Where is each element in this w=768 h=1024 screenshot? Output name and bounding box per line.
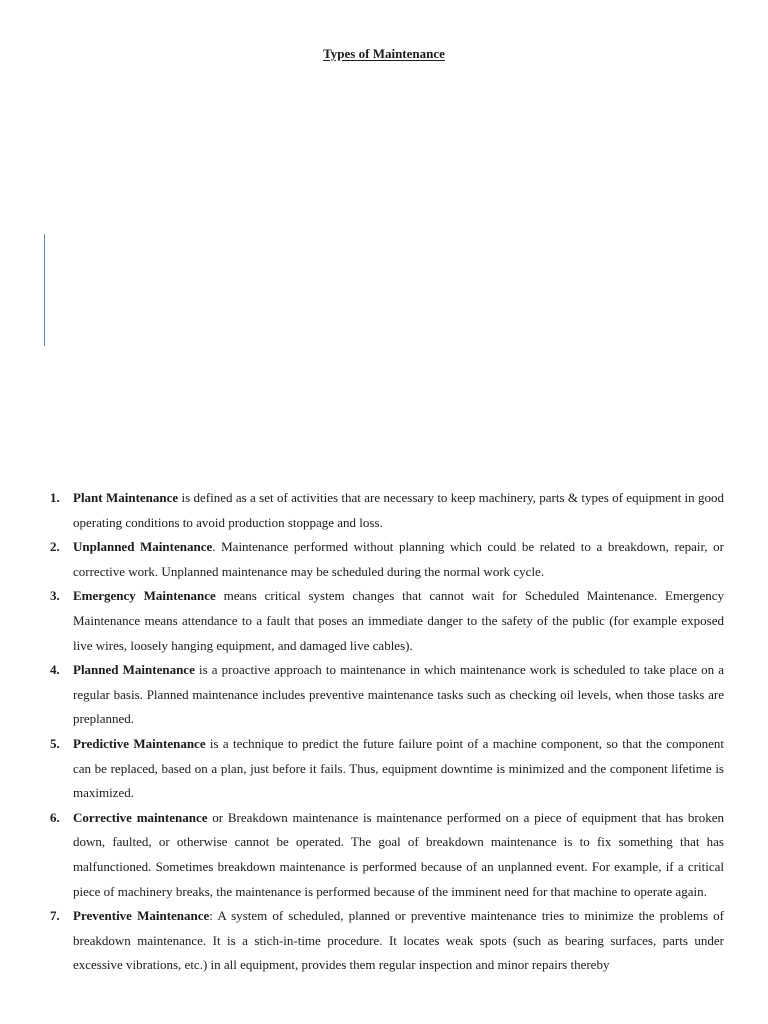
- list-item: [48, 584, 724, 658]
- list-item: [48, 732, 724, 806]
- list-item: [48, 806, 724, 904]
- item-number: 6.: [50, 809, 60, 825]
- item-term: Unplanned Maintenance: [73, 539, 213, 555]
- document-title: Types of Maintenance: [323, 46, 445, 61]
- maintenance-types-list: [48, 486, 724, 978]
- item-term: Plant Maintenance: [73, 490, 179, 505]
- item-term: Emergency Maintenance: [73, 588, 216, 604]
- list-item: [48, 486, 724, 535]
- item-text: is a technique to predict the future failure point of a machine component, so that the component can be replaced, based on a plan, just before it fails. Thus, equipment downtime is minimized and the component lifetime is maximized.: [73, 735, 724, 801]
- item-term: Preventive Maintenance: [73, 908, 210, 924]
- item-text: : A system of scheduled, planned or preventive maintenance tries to minimize the problems of breakdown maintenance. It is a stich-in-time procedure. It locates weak spots (such as bearing surfaces, parts under excessive vibrations, etc.) in all equipment, provides them regular inspection and minor repairs thereby: [73, 908, 724, 973]
- list-item: [48, 535, 724, 584]
- item-text: means critical system changes that cannot wait for Scheduled Maintenance. Emergency Maintenance means attendance to a fault that poses an immediate danger to the safety of the public (for example exposed live wires, loosely hanging equipment, and damaged live cables).: [73, 588, 724, 653]
- item-text: is defined as a set of activities that are necessary to keep machinery, parts & types of equipment in good operating conditions to avoid production stoppage and loss.: [73, 490, 724, 530]
- item-text: . Maintenance performed without planning which could be related to a breakdown, repair, or corrective work. Unplanned maintenance may be scheduled during the normal work cycle.: [73, 539, 724, 579]
- margin-rule: [44, 234, 45, 346]
- item-number: 3.: [50, 588, 60, 604]
- item-text: is a proactive approach to maintenance in which maintenance work is scheduled to take place on a regular basis. Planned maintenance includes preventive maintenance tasks such as checking oil levels, when those tasks are preplanned.: [73, 662, 724, 727]
- item-text: or Breakdown maintenance is maintenance performed on a piece of equipment that has broken down, faulted, or otherwise cannot be operated. The goal of breakdown maintenance is to fix something that has malfunctioned. Sometimes breakdown maintenance is performed because of an unplanned event. For example, if a critical piece of machinery breaks, the maintenance is performed because of the imminent need for that machine to operate again.: [73, 809, 724, 899]
- item-number: 7.: [50, 908, 60, 924]
- item-number: 1.: [50, 490, 60, 505]
- item-term: Corrective maintenance: [73, 809, 208, 825]
- list-item: [48, 904, 724, 978]
- list-item: [48, 658, 724, 732]
- item-number: 5.: [50, 735, 60, 751]
- item-term: Planned Maintenance: [73, 662, 195, 678]
- item-number: 2.: [50, 539, 60, 555]
- item-term: Predictive Maintenance: [73, 735, 206, 751]
- item-number: 4.: [50, 662, 60, 678]
